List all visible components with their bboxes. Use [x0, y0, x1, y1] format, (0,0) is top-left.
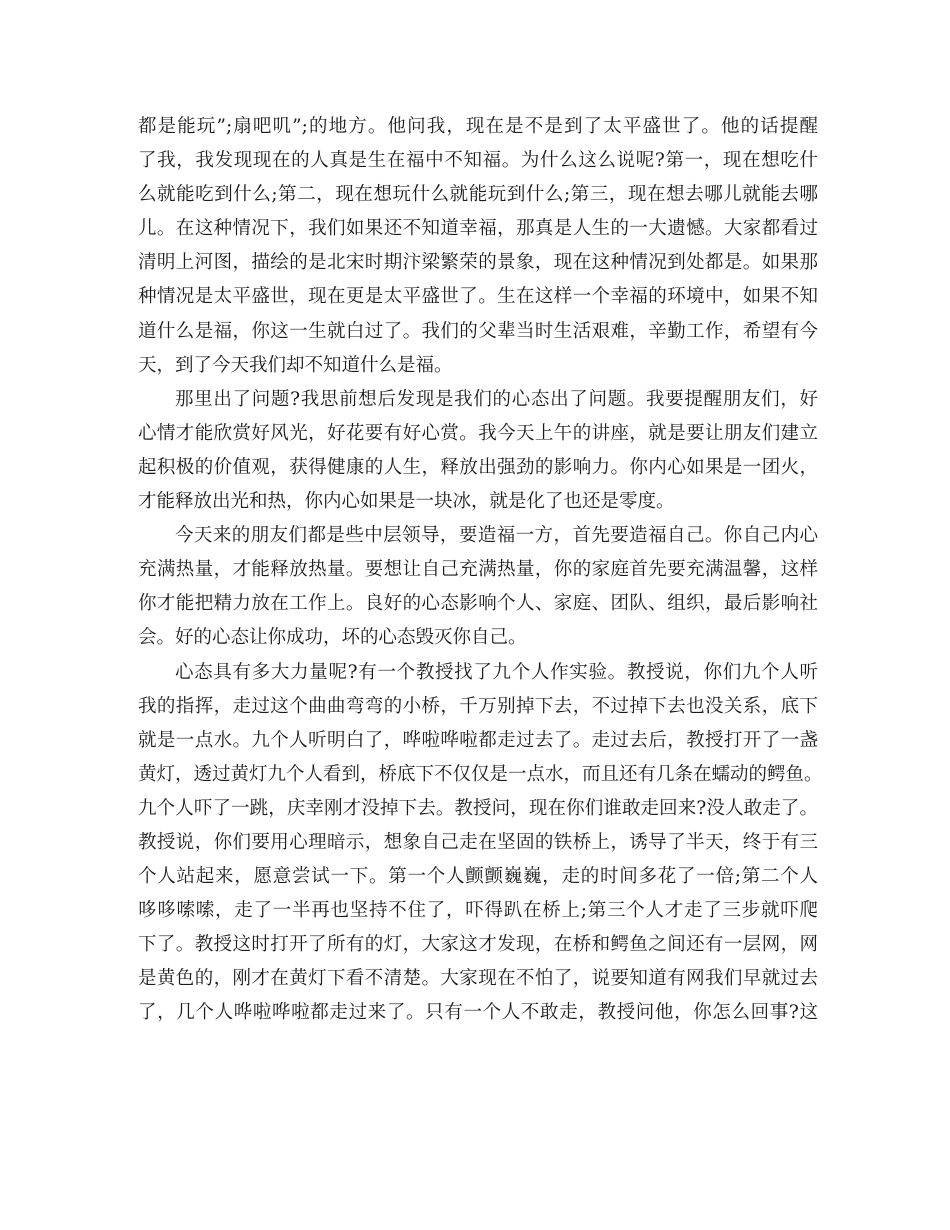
text-line: 了，几个人哗啦哗啦都走过来了。只有一个人不敢走，教授问他，你怎么回事?这 — [138, 1002, 818, 1024]
text-line: 黄灯，透过黄灯九个人看到，桥底下不仅仅是一点水，而且还有几条在蠕动的鳄鱼。 — [138, 763, 823, 785]
text-line: 天，到了今天我们却不知道什么是福。 — [138, 354, 453, 376]
text-line: 儿。在这种情况下，我们如果还不知道幸福，那真是人生的一大遗憾。大家都看过 — [138, 218, 818, 240]
text-line: 种情况是太平盛世，现在更是太平盛世了。生在这样一个幸福的环境中，如果不知 — [138, 286, 818, 308]
paragraph — [138, 656, 823, 1031]
text-line: 会。好的心态让你成功，坏的心态毁灭你自己。 — [138, 627, 527, 649]
text-line: 都是能玩”;扇吧叽”;的地方。他问我，现在是不是到了太平盛世了。他的话提醒 — [138, 116, 818, 137]
text-line: 那里出了问题?我思前想后发现是我们的心态出了问题。我要提醒朋友们，好 — [175, 388, 818, 410]
text-line: 起积极的价值观，获得健康的人生，释放出强劲的影响力。你内心如果是一团火， — [138, 456, 818, 478]
text-line: 哆哆嗦嗦，走了一半再也坚持不住了，吓得趴在桥上;第三个人才走了三步就吓爬 — [138, 900, 818, 922]
text-line: 道什么是福，你这一生就白过了。我们的父辈当时生活艰难，辛勤工作，希望有今 — [138, 320, 818, 342]
text-line: 你才能把精力放在工作上。良好的心态影响个人、家庭、团队、组织，最后影响社 — [138, 593, 818, 615]
text-line: 心情才能欣赏好风光，好花要有好心赏。我今天上午的讲座，就是要让朋友们建立 — [138, 422, 818, 444]
text-line: 教授说，你们要用心理暗示，想象自己走在坚固的铁桥上，诱导了半天，终于有三 — [138, 831, 818, 853]
text-line: 心态具有多大力量呢?有一个教授找了九个人作实验。教授说，你们九个人听 — [175, 661, 818, 683]
text-line: 就是一点水。九个人听明白了，哗啦哗啦都走过去了。走过去后，教授打开了一盏 — [138, 729, 818, 751]
text-line: 了我，我发现现在的人真是生在福中不知福。为什么这么说呢?第一，现在想吃什 — [138, 150, 818, 172]
text-line: 九个人吓了一跳，庆幸刚才没掉下去。教授问，现在你们谁敢走回来?没人敢走了。 — [138, 797, 818, 819]
text-line: 是黄色的，刚才在黄灯下看不清楚。大家现在不怕了，说要知道有网我们早就过去 — [138, 968, 818, 990]
text-line: 个人站起来，愿意尝试一下。第一个人颤颤巍巍，走的时间多花了一倍;第二个人 — [138, 866, 818, 888]
paragraph — [138, 383, 818, 519]
paragraph — [138, 110, 818, 383]
text-line: 我的指挥，走过这个曲曲弯弯的小桥，千万别掉下去，不过掉下去也没关系，底下 — [138, 695, 818, 717]
paragraph — [138, 519, 818, 655]
text-line: 充满热量，才能释放热量。要想让自己充满热量，你的家庭首先要充满温馨，这样 — [138, 559, 818, 581]
text-line: 清明上河图，描绘的是北宋时期汴梁繁荣的景象，现在这种情况到处都是。如果那 — [138, 252, 818, 274]
text-line: 么就能吃到什么;第二，现在想玩什么就能玩到什么;第三，现在想去哪儿就能去哪 — [138, 184, 818, 206]
text-line: 下了。教授这时打开了所有的灯，大家这才发现，在桥和鳄鱼之间还有一层网，网 — [138, 934, 818, 956]
text-line: 今天来的朋友们都是些中层领导，要造福一方，首先要造福自己。你自己内心 — [175, 525, 818, 547]
document-body — [138, 110, 823, 1031]
text-line: 才能释放出光和热，你内心如果是一块冰，就是化了也还是零度。 — [138, 491, 675, 513]
